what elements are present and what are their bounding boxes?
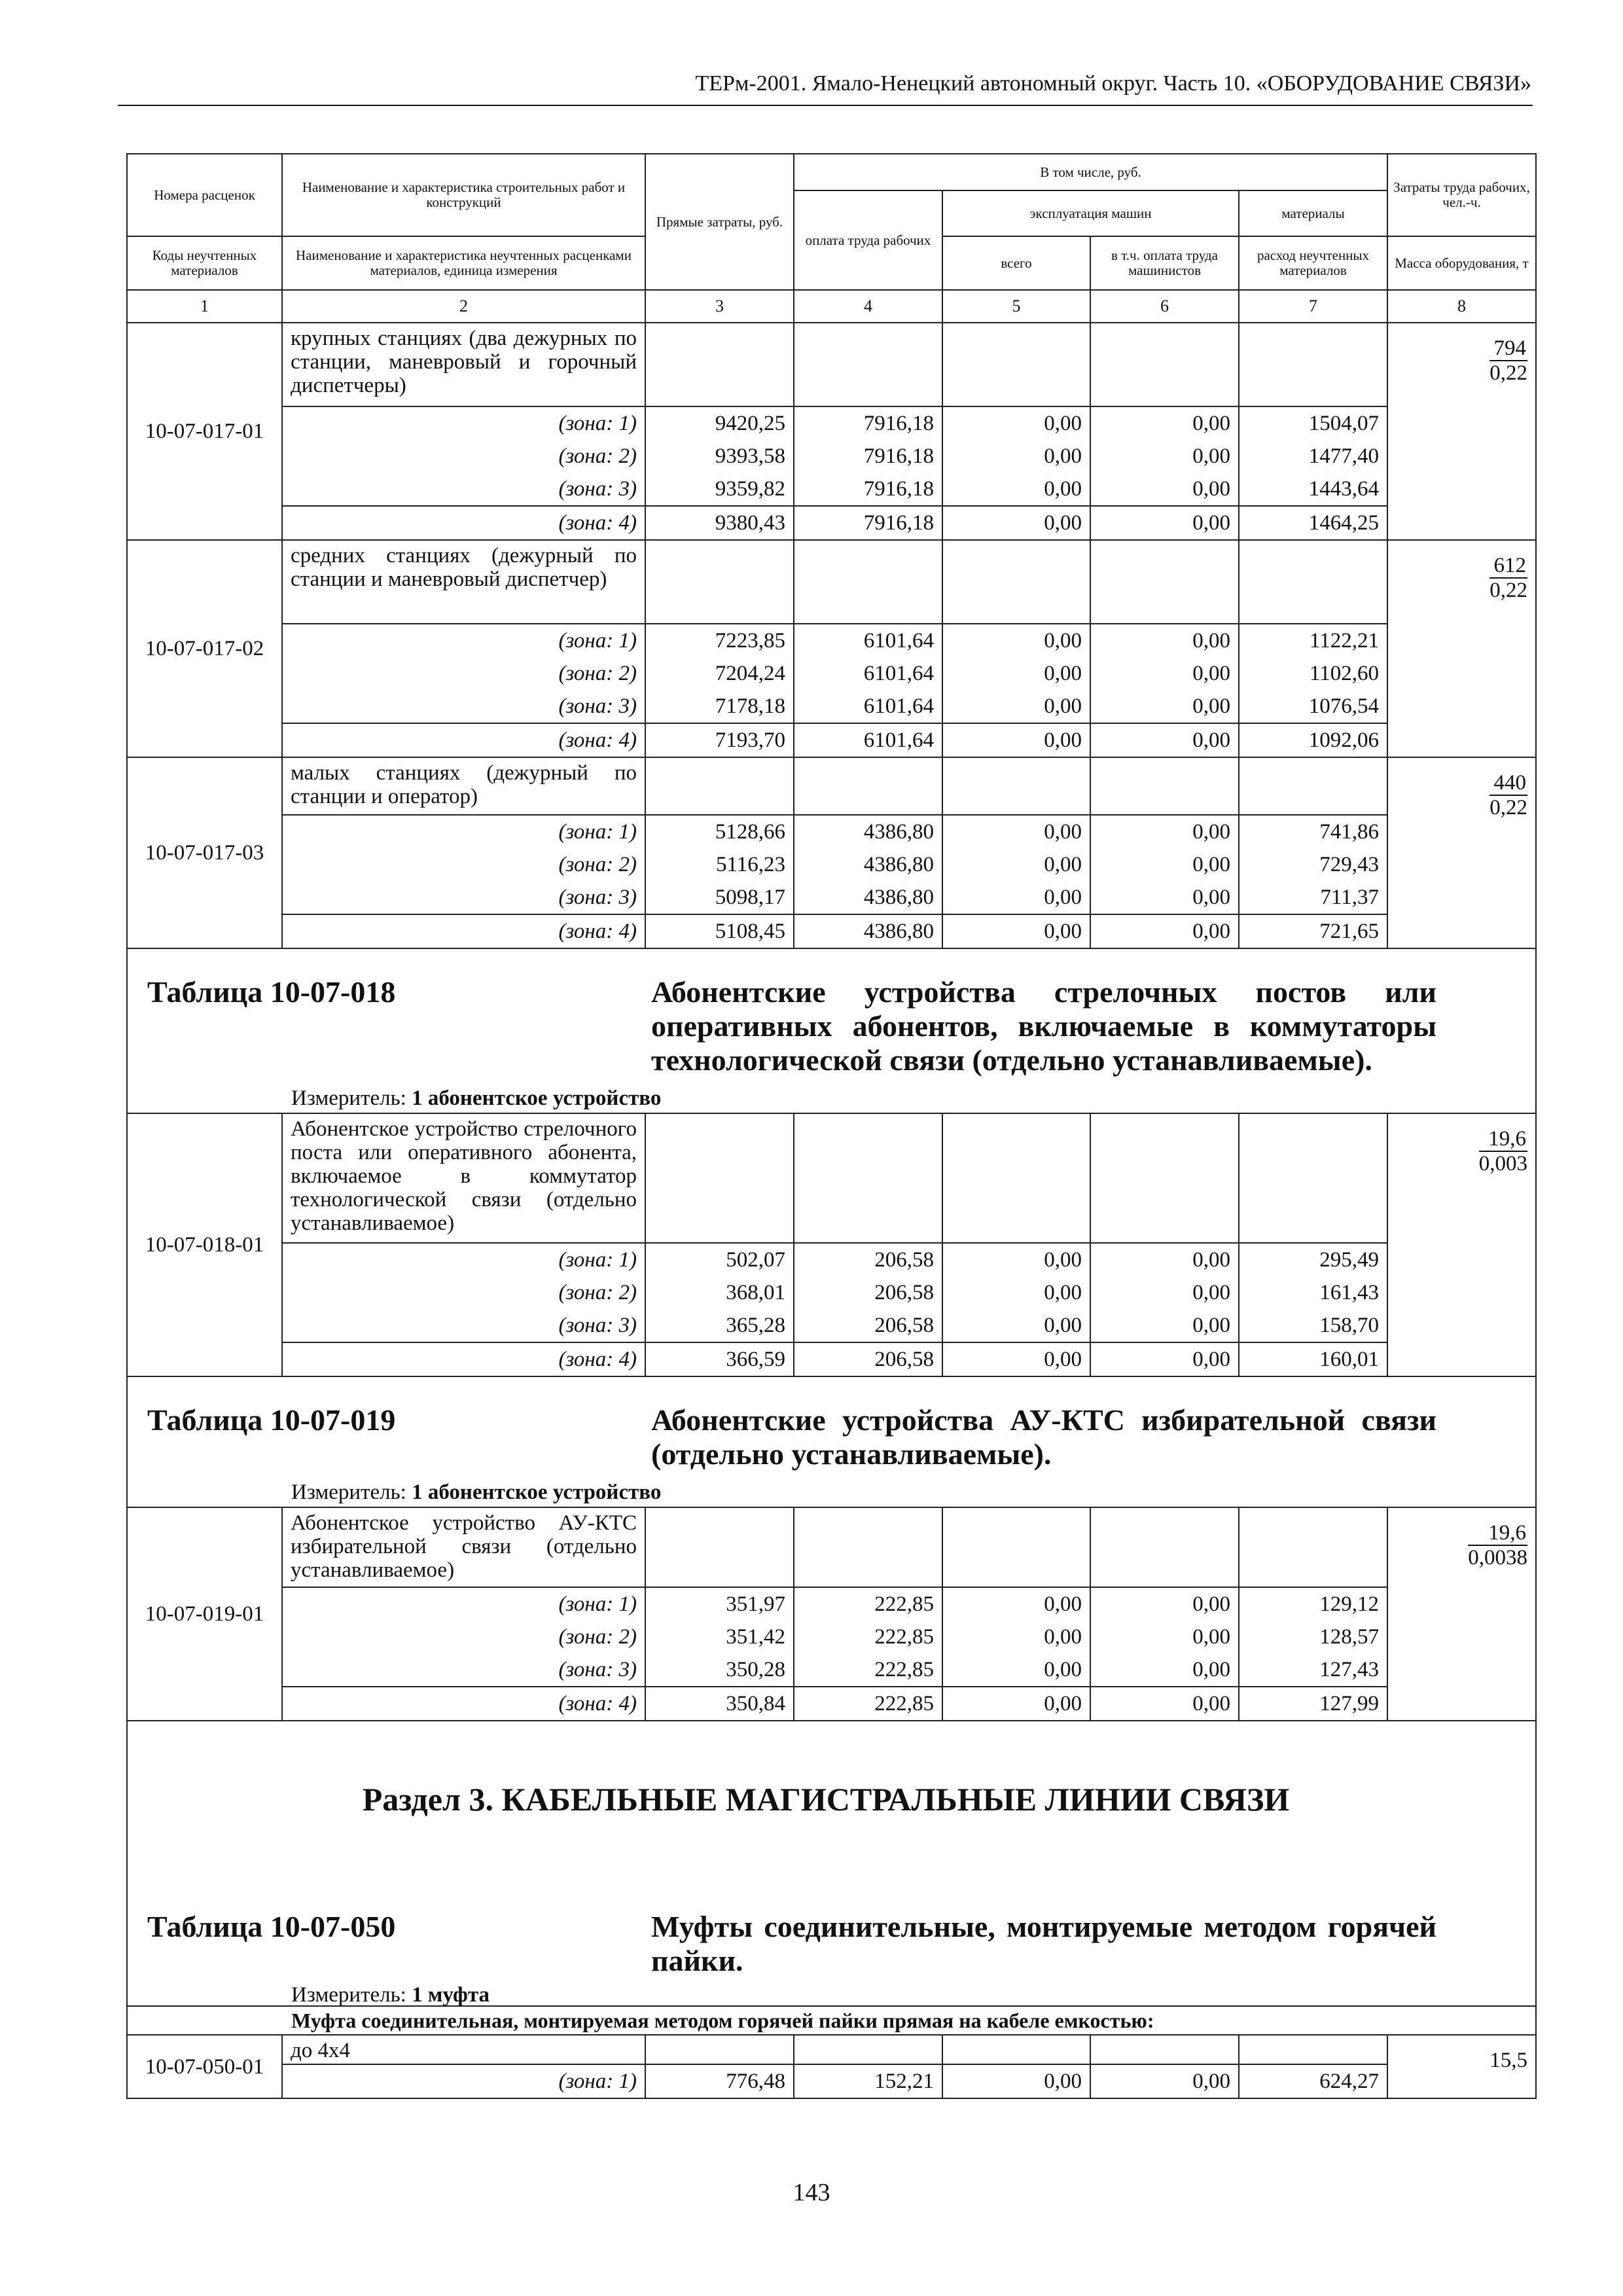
page-number: 143 <box>793 2179 830 2206</box>
machines-total: 0,00 <box>942 440 1090 473</box>
rate-description: крупных станциях (два дежурных по станции, маневровый и горочный диспетчеры) <box>282 323 645 406</box>
wages: 206,58 <box>794 1342 942 1376</box>
labor-mass <box>1489 771 1527 819</box>
zone-row <box>127 1687 1536 1721</box>
labor-mass-cell <box>1387 323 1536 540</box>
hdr-col2-bottom: Наименование и характеристика неучтенных расценками материалов, единица измерения <box>282 236 645 290</box>
zone-label: (зона: 3) <box>282 473 645 506</box>
wages: 6101,64 <box>794 690 942 723</box>
table-description: Абонентские устройства АУ-КТС избирательной связи (отдельно устанавливаемые). <box>651 1403 1436 1471</box>
mass-value: 0,22 <box>1489 796 1527 819</box>
zone-row <box>127 1621 1536 1653</box>
hdr-operator-wages: в т.ч. оплата труда машинистов <box>1090 236 1239 290</box>
labor-mass-cell <box>1387 757 1536 948</box>
empty-cell <box>794 1113 942 1243</box>
zone-label: (зона: 3) <box>282 690 645 723</box>
labor-value: 19,6 <box>1468 1521 1527 1546</box>
direct-cost: 9393,58 <box>645 440 794 473</box>
materials: 1464,25 <box>1239 506 1387 540</box>
labor-value: 440 <box>1489 771 1527 796</box>
operator-wages: 0,00 <box>1090 1342 1239 1376</box>
zone-label: (зона: 2) <box>282 848 645 881</box>
measure-label: Измеритель: <box>291 1480 406 1504</box>
wages: 206,58 <box>794 1276 942 1309</box>
machines-total: 0,00 <box>942 848 1090 881</box>
machines-total: 0,00 <box>942 1243 1090 1276</box>
labor-mass <box>1489 2049 1527 2072</box>
mass-value: 0,003 <box>1478 1152 1527 1175</box>
measure-unit <box>291 1479 661 1505</box>
empty-cell <box>1239 757 1387 815</box>
direct-cost: 7223,85 <box>645 624 794 657</box>
table-heading-cell <box>127 948 1536 1113</box>
zone-row <box>127 657 1536 690</box>
operator-wages: 0,00 <box>1090 624 1239 657</box>
zone-row <box>127 473 1536 506</box>
wages: 6101,64 <box>794 723 942 757</box>
zone-row <box>127 1653 1536 1687</box>
direct-cost: 7204,24 <box>645 657 794 690</box>
hdr-col1-top: Номера расценок <box>127 154 282 236</box>
rate-description: до 4х4 <box>282 2035 645 2064</box>
table-row <box>127 540 1536 624</box>
materials: 127,43 <box>1239 1653 1387 1687</box>
materials: 729,43 <box>1239 848 1387 881</box>
operator-wages: 0,00 <box>1090 881 1239 914</box>
hdr-col2-top: Наименование и характеристика строительных работ и конструкций <box>282 154 645 236</box>
zone-row <box>127 690 1536 723</box>
direct-cost: 351,42 <box>645 1621 794 1653</box>
zone-row <box>127 624 1536 657</box>
empty-cell <box>645 1507 794 1587</box>
labor-mass <box>1479 1127 1527 1175</box>
machines-total: 0,00 <box>942 473 1090 506</box>
materials: 1102,60 <box>1239 657 1387 690</box>
labor-mass-cell <box>1387 2035 1536 2098</box>
machines-total: 0,00 <box>942 624 1090 657</box>
zone-label: (зона: 3) <box>282 1309 645 1342</box>
labor-value: 794 <box>1489 336 1527 361</box>
direct-cost: 351,97 <box>645 1587 794 1621</box>
direct-cost: 368,01 <box>645 1276 794 1309</box>
operator-wages: 0,00 <box>1090 406 1239 440</box>
wages: 7916,18 <box>794 506 942 540</box>
wages: 6101,64 <box>794 624 942 657</box>
machines-total: 0,00 <box>942 1621 1090 1653</box>
wages: 7916,18 <box>794 440 942 473</box>
materials: 161,43 <box>1239 1276 1387 1309</box>
wages: 152,21 <box>794 2064 942 2098</box>
table-heading <box>128 1377 1535 1507</box>
operator-wages: 0,00 <box>1090 2064 1239 2098</box>
section-cell <box>127 1721 1536 2006</box>
rate-code: 10-07-017-02 <box>127 540 282 757</box>
zone-label: (зона: 1) <box>282 624 645 657</box>
rate-code: 10-07-018-01 <box>127 1113 282 1376</box>
labor-mass-cell <box>1387 1507 1536 1721</box>
col-number: 4 <box>794 290 942 323</box>
machines-total: 0,00 <box>942 723 1090 757</box>
machines-total: 0,00 <box>942 657 1090 690</box>
empty-cell <box>794 323 942 406</box>
zone-label: (зона: 1) <box>282 2064 645 2098</box>
col-number: 2 <box>282 290 645 323</box>
operator-wages: 0,00 <box>1090 1687 1239 1721</box>
empty-cell <box>942 540 1090 624</box>
direct-cost: 5108,45 <box>645 914 794 948</box>
direct-cost: 5128,66 <box>645 815 794 848</box>
direct-cost: 350,84 <box>645 1687 794 1721</box>
wages: 222,85 <box>794 1587 942 1621</box>
section-row <box>127 1721 1536 2006</box>
direct-cost: 9359,82 <box>645 473 794 506</box>
measure-unit <box>291 1982 490 2008</box>
machines-total: 0,00 <box>942 815 1090 848</box>
table-heading-row <box>127 948 1536 1113</box>
table-row <box>127 323 1536 406</box>
labor-value: 15,5 <box>1489 2049 1527 2072</box>
wages: 4386,80 <box>794 848 942 881</box>
table-description: Муфты соединительные, монтируемые методом горячей пайки. <box>651 1910 1436 1977</box>
direct-cost: 365,28 <box>645 1309 794 1342</box>
hdr-materials: материалы <box>1239 190 1387 236</box>
hdr-col1-bottom: Коды неучтенных материалов <box>127 236 282 290</box>
wages: 206,58 <box>794 1243 942 1276</box>
col-number: 8 <box>1387 290 1536 323</box>
operator-wages: 0,00 <box>1090 506 1239 540</box>
empty-cell <box>645 757 794 815</box>
wages: 222,85 <box>794 1621 942 1653</box>
operator-wages: 0,00 <box>1090 1621 1239 1653</box>
direct-cost: 502,07 <box>645 1243 794 1276</box>
machines-total: 0,00 <box>942 2064 1090 2098</box>
zone-row <box>127 914 1536 948</box>
machines-total: 0,00 <box>942 1276 1090 1309</box>
materials: 128,57 <box>1239 1621 1387 1653</box>
operator-wages: 0,00 <box>1090 815 1239 848</box>
zone-row <box>127 406 1536 440</box>
zone-label: (зона: 2) <box>282 657 645 690</box>
materials: 624,27 <box>1239 2064 1387 2098</box>
hdr-machines: эксплуатация машин <box>942 190 1239 236</box>
zone-row <box>127 1309 1536 1342</box>
operator-wages: 0,00 <box>1090 914 1239 948</box>
zone-label: (зона: 4) <box>282 506 645 540</box>
col-number: 1 <box>127 290 282 323</box>
wages: 222,85 <box>794 1687 942 1721</box>
materials: 1504,07 <box>1239 406 1387 440</box>
zone-label: (зона: 1) <box>282 406 645 440</box>
materials: 721,65 <box>1239 914 1387 948</box>
operator-wages: 0,00 <box>1090 1276 1239 1309</box>
empty-cell <box>1090 1507 1239 1587</box>
hdr-unaccounted-materials: расход неучтенных материалов <box>1239 236 1387 290</box>
measure-label: Измеритель: <box>291 1086 406 1110</box>
table-heading-cell <box>127 1376 1536 1507</box>
zone-label: (зона: 3) <box>282 1653 645 1687</box>
rate-code: 10-07-019-01 <box>127 1507 282 1721</box>
mass-value: 0,0038 <box>1468 1546 1527 1570</box>
col-number: 3 <box>645 290 794 323</box>
table-row <box>127 1113 1536 1243</box>
wages: 6101,64 <box>794 657 942 690</box>
materials: 127,99 <box>1239 1687 1387 1721</box>
direct-cost: 7178,18 <box>645 690 794 723</box>
group-row <box>127 2006 1536 2035</box>
zone-label: (зона: 2) <box>282 440 645 473</box>
empty-cell <box>645 1113 794 1243</box>
wages: 4386,80 <box>794 914 942 948</box>
empty-cell <box>1239 2035 1387 2064</box>
labor-mass <box>1489 336 1527 385</box>
measure-value: 1 абонентское устройство <box>412 1480 662 1504</box>
empty-cell <box>794 2035 942 2064</box>
operator-wages: 0,00 <box>1090 1309 1239 1342</box>
materials: 158,70 <box>1239 1309 1387 1342</box>
zone-row <box>127 815 1536 848</box>
table-heading <box>128 949 1535 1113</box>
section-block <box>128 1721 1535 2005</box>
rate-description: малых станциях (дежурный по станции и оператор) <box>282 757 645 815</box>
operator-wages: 0,00 <box>1090 657 1239 690</box>
operator-wages: 0,00 <box>1090 848 1239 881</box>
operator-wages: 0,00 <box>1090 473 1239 506</box>
zone-row <box>127 1243 1536 1276</box>
operator-wages: 0,00 <box>1090 723 1239 757</box>
rate-code: 10-07-017-03 <box>127 757 282 948</box>
empty-cell <box>1239 1507 1387 1587</box>
machines-total: 0,00 <box>942 881 1090 914</box>
zone-row <box>127 848 1536 881</box>
empty-cell <box>1090 757 1239 815</box>
zone-row <box>127 723 1536 757</box>
wages: 4386,80 <box>794 815 942 848</box>
table-row <box>127 2035 1536 2064</box>
machines-total: 0,00 <box>942 1687 1090 1721</box>
zone-label: (зона: 3) <box>282 881 645 914</box>
materials: 160,01 <box>1239 1342 1387 1376</box>
zone-label: (зона: 2) <box>282 1621 645 1653</box>
col-number: 7 <box>1239 290 1387 323</box>
empty-cell <box>794 757 942 815</box>
direct-cost: 350,28 <box>645 1653 794 1687</box>
empty-cell <box>794 540 942 624</box>
empty-cell <box>645 540 794 624</box>
rate-code: 10-07-017-01 <box>127 323 282 540</box>
empty-cell <box>794 1507 942 1587</box>
empty-cell <box>1090 540 1239 624</box>
running-header: ТЕРм-2001. Ямало-Ненецкий автономный округ. Часть 10. «ОБОРУДОВАНИЕ СВЯЗИ» <box>695 71 1531 96</box>
empty-cell <box>645 2035 794 2064</box>
machines-total: 0,00 <box>942 406 1090 440</box>
hdr-direct-costs: Прямые затраты, руб. <box>645 154 794 290</box>
direct-cost: 9420,25 <box>645 406 794 440</box>
empty-cell <box>1239 323 1387 406</box>
machines-total: 0,00 <box>942 506 1090 540</box>
direct-cost: 776,48 <box>645 2064 794 2098</box>
empty-cell <box>645 323 794 406</box>
col-number: 5 <box>942 290 1090 323</box>
table-description: Абонентские устройства стрелочных постов или оперативных абонентов, включаемые в коммутаторы технологической связи (отдельно устанавливаемые). <box>651 975 1436 1077</box>
machines-total: 0,00 <box>942 1342 1090 1376</box>
labor-mass <box>1489 554 1527 602</box>
hdr-wages: оплата труда рабочих <box>794 190 942 290</box>
materials: 295,49 <box>1239 1243 1387 1276</box>
rate-description: Абонентское устройство АУ-КТС избирательной связи (отдельно устанавливаемое) <box>282 1507 645 1587</box>
labor-mass <box>1468 1521 1527 1570</box>
wages: 4386,80 <box>794 881 942 914</box>
zone-row <box>127 881 1536 914</box>
measure-unit <box>291 1085 661 1111</box>
labor-mass-cell <box>1387 540 1536 757</box>
direct-cost: 7193,70 <box>645 723 794 757</box>
hdr-including: В том числе, руб. <box>794 154 1387 190</box>
measure-value: 1 абонентское устройство <box>412 1086 662 1110</box>
zone-label: (зона: 2) <box>282 1276 645 1309</box>
operator-wages: 0,00 <box>1090 1653 1239 1687</box>
direct-cost: 5116,23 <box>645 848 794 881</box>
table-title: Таблица 10-07-018 <box>147 975 396 1009</box>
rate-description: Абонентское устройство стрелочного поста или оперативного абонента, включаемое в коммутатор технологической связи (отдельно устанавливаемое) <box>282 1113 645 1243</box>
empty-cell <box>942 2035 1090 2064</box>
materials: 1443,64 <box>1239 473 1387 506</box>
hdr-machines-total: всего <box>942 236 1090 290</box>
zone-label: (зона: 1) <box>282 1243 645 1276</box>
empty-cell <box>942 1507 1090 1587</box>
materials: 1076,54 <box>1239 690 1387 723</box>
machines-total: 0,00 <box>942 914 1090 948</box>
table-row <box>127 757 1536 815</box>
table-title: Таблица 10-07-050 <box>147 1910 396 1943</box>
price-table <box>126 153 1537 2099</box>
hdr-mass: Масса оборудования, т <box>1387 236 1536 290</box>
materials: 1477,40 <box>1239 440 1387 473</box>
empty-cell <box>1090 2035 1239 2064</box>
materials: 711,37 <box>1239 881 1387 914</box>
machines-total: 0,00 <box>942 690 1090 723</box>
header-rule <box>118 105 1533 106</box>
zone-label: (зона: 4) <box>282 723 645 757</box>
operator-wages: 0,00 <box>1090 1243 1239 1276</box>
rate-code: 10-07-050-01 <box>127 2035 282 2098</box>
empty-cell <box>942 757 1090 815</box>
section-heading: Раздел 3. КАБЕЛЬНЫЕ МАГИСТРАЛЬНЫЕ ЛИНИИ СВЯЗИ <box>362 1781 1290 1818</box>
rate-description: средних станциях (дежурный по станции и маневровый диспетчер) <box>282 540 645 624</box>
measure-label: Измеритель: <box>291 1983 406 2007</box>
mass-value: 0,22 <box>1489 579 1527 602</box>
materials: 1092,06 <box>1239 723 1387 757</box>
wages: 7916,18 <box>794 406 942 440</box>
zone-row <box>127 440 1536 473</box>
wages: 206,58 <box>794 1309 942 1342</box>
empty-cell <box>1239 1113 1387 1243</box>
empty-cell <box>1239 540 1387 624</box>
machines-total: 0,00 <box>942 1653 1090 1687</box>
operator-wages: 0,00 <box>1090 1587 1239 1621</box>
operator-wages: 0,00 <box>1090 690 1239 723</box>
zone-row <box>127 1342 1536 1376</box>
zone-row <box>127 506 1536 540</box>
measure-value: 1 муфта <box>412 1983 490 2007</box>
zone-label: (зона: 4) <box>282 1687 645 1721</box>
direct-cost: 366,59 <box>645 1342 794 1376</box>
empty-cell <box>1090 1113 1239 1243</box>
table-row <box>127 1507 1536 1587</box>
col-number: 6 <box>1090 290 1239 323</box>
labor-value: 612 <box>1489 554 1527 579</box>
labor-mass-cell <box>1387 1113 1536 1376</box>
empty-cell <box>1090 323 1239 406</box>
materials: 129,12 <box>1239 1587 1387 1621</box>
zone-row <box>127 1587 1536 1621</box>
zone-label: (зона: 1) <box>282 1587 645 1621</box>
empty-cell <box>942 323 1090 406</box>
materials: 741,86 <box>1239 815 1387 848</box>
direct-cost: 9380,43 <box>645 506 794 540</box>
machines-total: 0,00 <box>942 1309 1090 1342</box>
mass-value: 0,22 <box>1489 361 1527 385</box>
zone-label: (зона: 1) <box>282 815 645 848</box>
empty-cell <box>942 1113 1090 1243</box>
zone-row <box>127 2064 1536 2098</box>
operator-wages: 0,00 <box>1090 440 1239 473</box>
zone-label: (зона: 4) <box>282 1342 645 1376</box>
direct-cost: 5098,17 <box>645 881 794 914</box>
hdr-labor: Затраты труда рабочих, чел.-ч. <box>1387 154 1536 236</box>
group-heading: Муфта соединительная, монтируемая методом горячей пайки прямая на кабеле емкостью: <box>127 2006 1536 2035</box>
machines-total: 0,00 <box>942 1587 1090 1621</box>
table-title: Таблица 10-07-019 <box>147 1403 396 1437</box>
wages: 222,85 <box>794 1653 942 1687</box>
materials: 1122,21 <box>1239 624 1387 657</box>
zone-label: (зона: 4) <box>282 914 645 948</box>
wages: 7916,18 <box>794 473 942 506</box>
table-heading-row <box>127 1376 1536 1507</box>
zone-row <box>127 1276 1536 1309</box>
labor-value: 19,6 <box>1479 1127 1527 1152</box>
